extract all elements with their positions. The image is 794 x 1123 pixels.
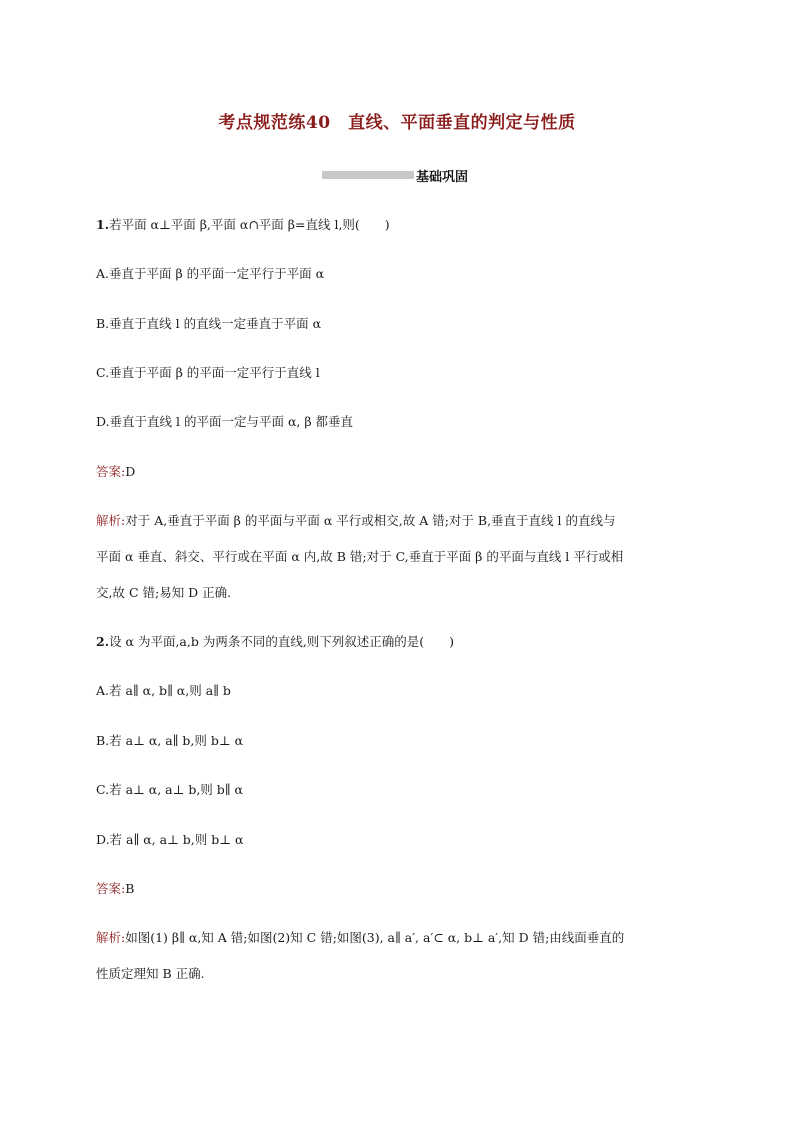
q1-explanation-label: 解析:	[96, 513, 126, 528]
q2-stem-text: 设 α 为平面,a,b 为两条不同的直线,则下列叙述正确的是( )	[109, 634, 455, 649]
q1-answer	[96, 463, 135, 481]
q2-answer-value: B	[125, 881, 135, 896]
q2-explanation-line-1	[96, 929, 624, 947]
q1-answer-label: 答案:	[96, 464, 126, 479]
q1-option-c: C.垂直于平面 β 的平面一定平行于直线 l	[96, 365, 320, 380]
q1-explanation-line-2: 平面 α 垂直、斜交、平行或在平面 α 内,故 B 错;对于 C,垂直于平面 β 的平面与直线 l 平行或相	[96, 549, 624, 564]
section-label: 基础巩固	[416, 170, 469, 185]
q2-number: 2.	[96, 634, 110, 649]
section-bar	[322, 171, 414, 179]
q1-answer-value: D	[125, 464, 136, 479]
q2-option-a: A.若 a∥ α, b∥ α,则 a∥ b	[96, 683, 231, 698]
q2-explanation-line-2: 性质定理知 B 正确.	[96, 966, 205, 981]
q1-option-a: A.垂直于平面 β 的平面一定平行于平面 α	[96, 266, 325, 281]
q2-answer-label: 答案:	[96, 881, 126, 896]
q1-option-d: D.垂直于直线 l 的平面一定与平面 α, β 都垂直	[96, 414, 354, 429]
q1-option-b: B.垂直于直线 l 的直线一定垂直于平面 α	[96, 316, 322, 331]
q1-explanation-line-3: 交,故 C 错;易知 D 正确.	[96, 585, 232, 600]
q2-answer	[96, 880, 134, 898]
q1-number: 1.	[96, 217, 110, 232]
q1-stem-text: 若平面 α⊥平面 β,平面 α∩平面 β=直线 l,则( )	[109, 217, 390, 232]
page-title: 考点规范练40 直线、平面垂直的判定与性质	[218, 113, 576, 133]
q2-explanation-label: 解析:	[96, 930, 126, 945]
q1-explanation-line-1	[96, 512, 616, 530]
q1-stem	[96, 216, 390, 234]
q1-explanation-text-1: 对于 A,垂直于平面 β 的平面与平面 α 平行或相交,故 A 错;对于 B,垂直于直线 l 的直线与	[125, 513, 616, 528]
q2-option-d: D.若 a∥ α, a⊥ b,则 b⊥ α	[96, 832, 244, 847]
q2-explanation-text-1: 如图(1) β∥ α,知 A 错;如图(2)知 C 错;如图(3), a∥ a′, a′⊂ α, b⊥ a′,知 D 错;由线面垂直的	[125, 930, 625, 945]
q2-option-c: C.若 a⊥ α, a⊥ b,则 b∥ α	[96, 782, 243, 797]
q2-stem	[96, 633, 454, 651]
q2-option-b: B.若 a⊥ α, a∥ b,则 b⊥ α	[96, 733, 244, 748]
